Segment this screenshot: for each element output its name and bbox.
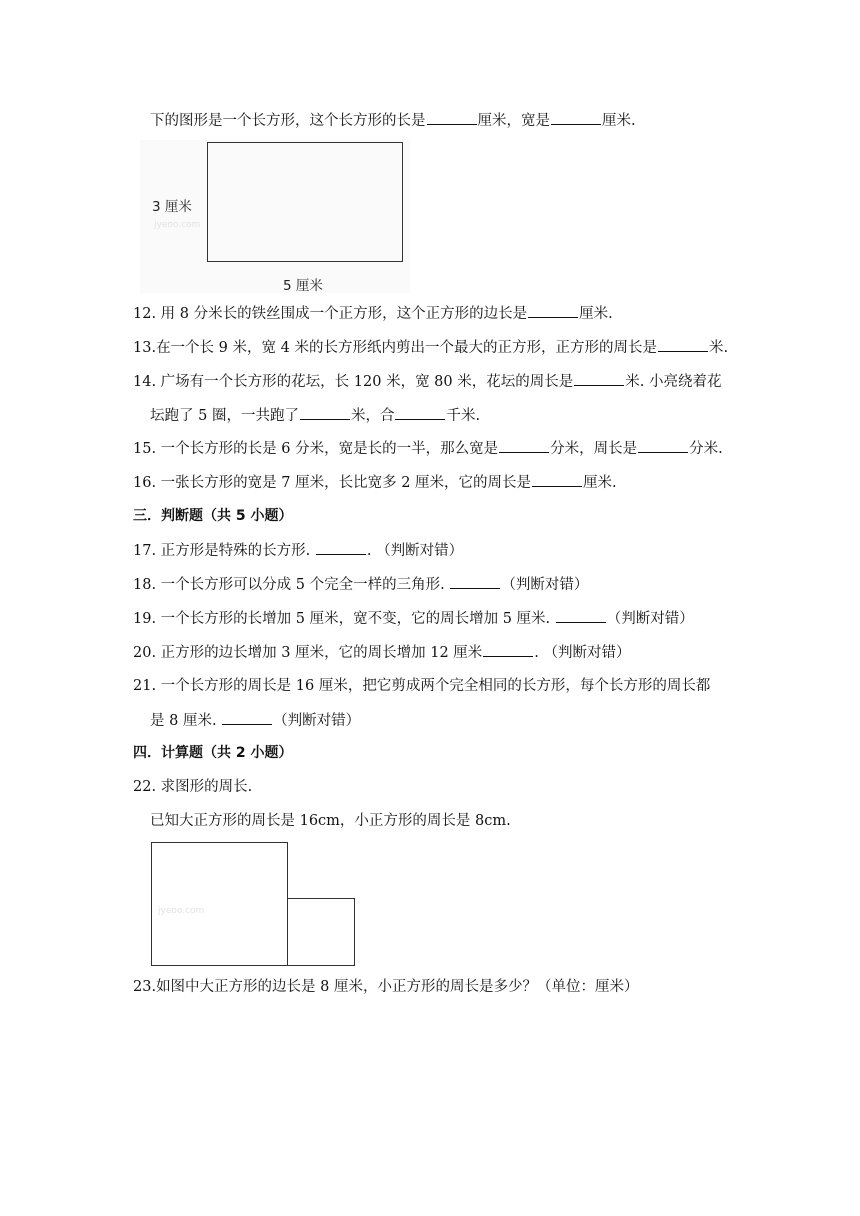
question-20: 20. 正方形的边长增加 3 厘米，它的周长增加 12 厘米 . （判断对错） <box>133 642 631 663</box>
question-21-cont: 是 8 厘米. （判断对错） <box>150 710 360 731</box>
answer-blank[interactable] <box>483 642 533 657</box>
answer-blank[interactable] <box>450 574 500 589</box>
answer-blank[interactable] <box>556 608 606 623</box>
answer-blank[interactable] <box>528 303 578 318</box>
answer-blank[interactable] <box>532 472 582 487</box>
question-23: 23.如图中大正方形的边长是 8 厘米，小正方形的周长是多少？（单位：厘米） <box>133 979 639 995</box>
question-14-cont: 坛跑了 5 圈，一共跑了 米，合 千米. <box>150 405 480 426</box>
question-22-given: 已知大正方形的周长是 16cm，小正方形的周长是 8cm. <box>150 813 511 829</box>
question-22: 22. 求图形的周长. <box>133 779 253 795</box>
answer-blank[interactable] <box>427 110 477 125</box>
question-12: 12. 用 8 分米长的铁丝围成一个正方形，这个正方形的边长是 厘米. <box>133 303 613 324</box>
question-16: 16. 一张长方形的宽是 7 厘米，长比宽多 2 厘米，它的周长是 厘米. <box>133 472 617 493</box>
answer-blank[interactable] <box>499 438 549 453</box>
answer-blank[interactable] <box>638 438 688 453</box>
rectangle-figure <box>140 140 420 295</box>
width-label: 5 厘米 <box>283 278 323 294</box>
question-13: 13.在一个长 9 米，宽 4 米的长方形纸内剪出一个最大的正方形，正方形的周长是 米. <box>133 337 728 358</box>
question-18: 18. 一个长方形可以分成 5 个完全一样的三角形. （判断对错） <box>133 574 588 595</box>
section-header-calculation: 四．计算题（共 2 小题） <box>133 745 293 761</box>
question-19: 19. 一个长方形的长增加 5 厘米，宽不变，它的周长增加 5 厘米. （判断对错） <box>133 608 694 629</box>
section-header-judgement: 三．判断题（共 5 小题） <box>133 508 293 524</box>
answer-blank[interactable] <box>574 371 624 386</box>
large-square <box>151 842 288 966</box>
question-21: 21. 一个长方形的周长是 16 厘米，把它剪成两个完全相同的长方形，每个长方形的周长都 <box>133 678 711 694</box>
question-17: 17. 正方形是特殊的长方形. . （判断对错） <box>133 540 463 561</box>
watermark: jyeoo.com <box>158 906 205 916</box>
question-14: 14. 广场有一个长方形的花坛，长 120 米，宽 80 米，花坛的周长是 米. 小亮绕着花 <box>133 371 721 392</box>
question-11: 下的图形是一个长方形，这个长方形的长是 厘米，宽是 厘米. <box>150 110 636 131</box>
rectangle-shape <box>207 142 403 262</box>
answer-blank[interactable] <box>395 405 445 420</box>
answer-blank[interactable] <box>316 540 366 555</box>
answer-blank[interactable] <box>658 337 708 352</box>
two-squares-figure <box>150 842 360 967</box>
answer-blank[interactable] <box>300 405 350 420</box>
answer-blank[interactable] <box>551 110 601 125</box>
watermark: jyeoo.com <box>154 220 201 230</box>
answer-blank[interactable] <box>222 710 272 725</box>
height-label: 3 厘米 <box>152 199 192 215</box>
small-square <box>287 898 355 966</box>
question-15: 15. 一个长方形的长是 6 分米，宽是长的一半，那么宽是 分米，周长是 分米. <box>133 438 723 459</box>
